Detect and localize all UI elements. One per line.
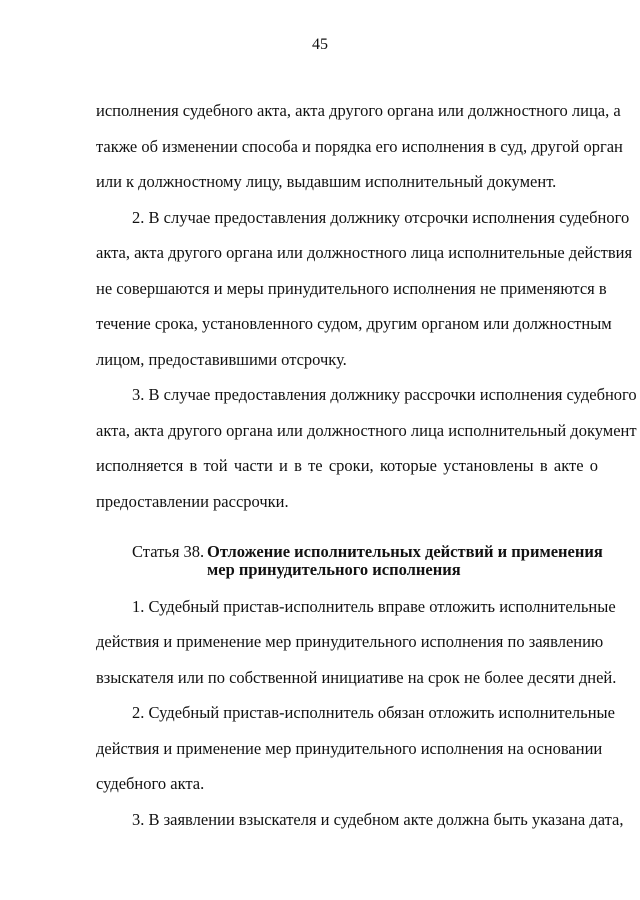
article-title-line <box>207 560 461 580</box>
article-label: Статья 38. <box>132 542 205 561</box>
article-title: мер принудительного исполнения <box>207 560 461 579</box>
paragraph-line: не совершаются и меры принудительного исполнения не применяются в <box>96 279 607 298</box>
page-number: 45 <box>312 36 328 53</box>
paragraph-line: акта, акта другого органа или должностного лица исполнительный документ <box>96 421 637 440</box>
paragraph-line: 3. В случае предоставления должнику рассрочки исполнения судебного <box>132 385 637 404</box>
paragraph-line: действия и применение мер принудительного исполнения по заявлению <box>96 632 604 651</box>
paragraph-line: течение срока, установленного судом, другим органом или должностным <box>96 314 612 333</box>
paragraph-line: также об изменении способа и порядка его исполнения в суд, другой орган <box>96 137 623 156</box>
paragraph-line: действия и применение мер принудительного исполнения на основании <box>96 739 603 758</box>
paragraph-line: акта, акта другого органа или должностного лица исполнительные действия <box>96 243 633 262</box>
article-heading <box>132 542 204 562</box>
paragraph-line: предоставлении рассрочки. <box>96 492 289 511</box>
article-title-line <box>207 542 603 562</box>
paragraph-line: 1. Судебный пристав-исполнитель вправе отложить исполнительные <box>132 597 616 616</box>
paragraph-line: 2. Судебный пристав-исполнитель обязан отложить исполнительные <box>132 703 615 722</box>
paragraph-line: исполняется в той части и в те сроки, которые установлены в акте о <box>96 456 598 475</box>
paragraph-line: исполнения судебного акта, акта другого органа или должностного лица, а <box>96 101 621 120</box>
paragraph-line: 3. В заявлении взыскателя и судебном акте должна быть указана дата, <box>132 810 624 829</box>
paragraph-line: 2. В случае предоставления должнику отсрочки исполнения судебного <box>132 208 630 227</box>
paragraph-line: или к должностному лицу, выдавшим исполнительный документ. <box>96 172 557 191</box>
paragraph-line: лицом, предоставившими отсрочку. <box>96 350 347 369</box>
article-title: Отложение исполнительных действий и применения <box>207 542 603 561</box>
paragraph-line: взыскателя или по собственной инициативе на срок не более десяти дней. <box>96 668 617 687</box>
paragraph-line: судебного акта. <box>96 774 205 793</box>
